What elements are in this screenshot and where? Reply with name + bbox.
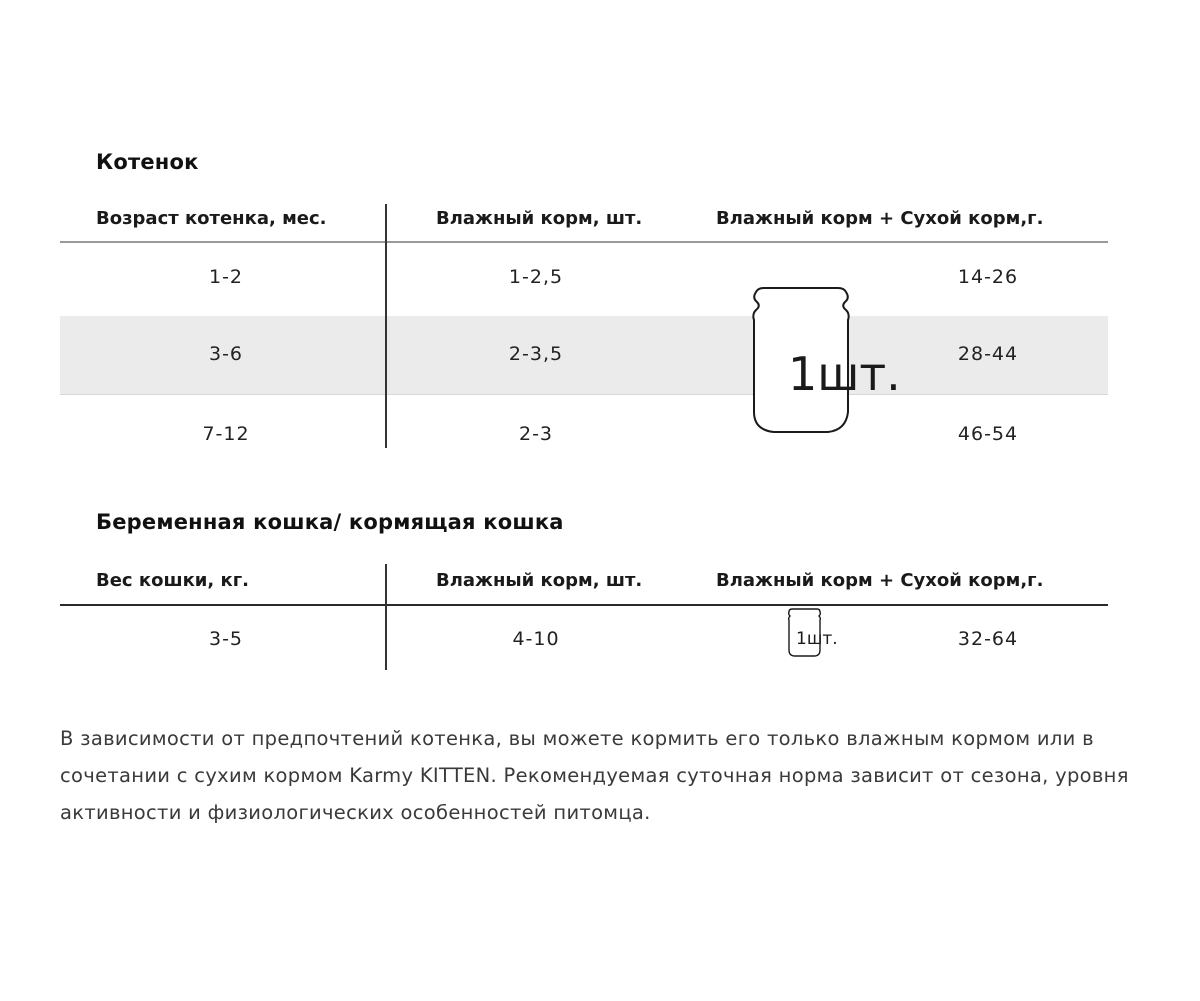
kitten-section-title: Котенок: [96, 150, 199, 174]
pregnant-dry-cell: 32-64: [957, 628, 1019, 650]
pregnant-section-title: Беременная кошка/ кормящая кошка: [96, 510, 564, 534]
kitten-dry-cell: 46-54: [957, 423, 1019, 445]
kitten-age-cell: 3-6: [208, 343, 244, 365]
pouch-icon: [740, 280, 901, 440]
kitten-wet-cell: 2-3: [518, 423, 554, 445]
kitten-age-cell: 7-12: [202, 423, 250, 445]
kitten-dry-cell: 28-44: [957, 343, 1019, 365]
kitten-wet-header: Влажный корм, шт.: [436, 208, 643, 229]
footnote-text: В зависимости от предпочтений котенка, вы можете кормить его только влажным кормом или в сочетании с сухим кормом Karmy KITTEN. Рекомендуемая суточная норма зависит от сезона, уровня активности и физиологических особенностей питомца.: [60, 727, 1129, 824]
kitten-age-header: Возраст котенка, мес.: [96, 208, 327, 229]
kitten-column-divider: [385, 204, 387, 448]
kitten-age-cell: 1-2: [208, 266, 244, 288]
kitten-header-rule: [60, 241, 1108, 243]
kitten-dry-cell: 14-26: [957, 266, 1019, 288]
pregnant-weight-cell: 3-5: [208, 628, 244, 650]
pregnant-mixed-header: Влажный корм + Сухой корм,г.: [716, 570, 1044, 591]
kitten-mixed-header: Влажный корм + Сухой корм,г.: [716, 208, 1044, 229]
pregnant-column-divider: [385, 564, 387, 670]
pregnant-wet-cell: 4-10: [512, 628, 560, 650]
pouch-label: 1шт.: [796, 629, 838, 649]
pregnant-weight-header: Вес кошки, кг.: [96, 570, 249, 591]
pregnant-wet-header: Влажный корм, шт.: [436, 570, 643, 591]
pregnant-header-rule: [60, 604, 1108, 606]
pouch-icon: [784, 606, 854, 662]
kitten-row-divider: [60, 394, 1108, 395]
kitten-wet-cell: 2-3,5: [508, 343, 564, 365]
kitten-wet-cell: 1-2,5: [508, 266, 564, 288]
pouch-label: 1шт.: [788, 347, 901, 401]
